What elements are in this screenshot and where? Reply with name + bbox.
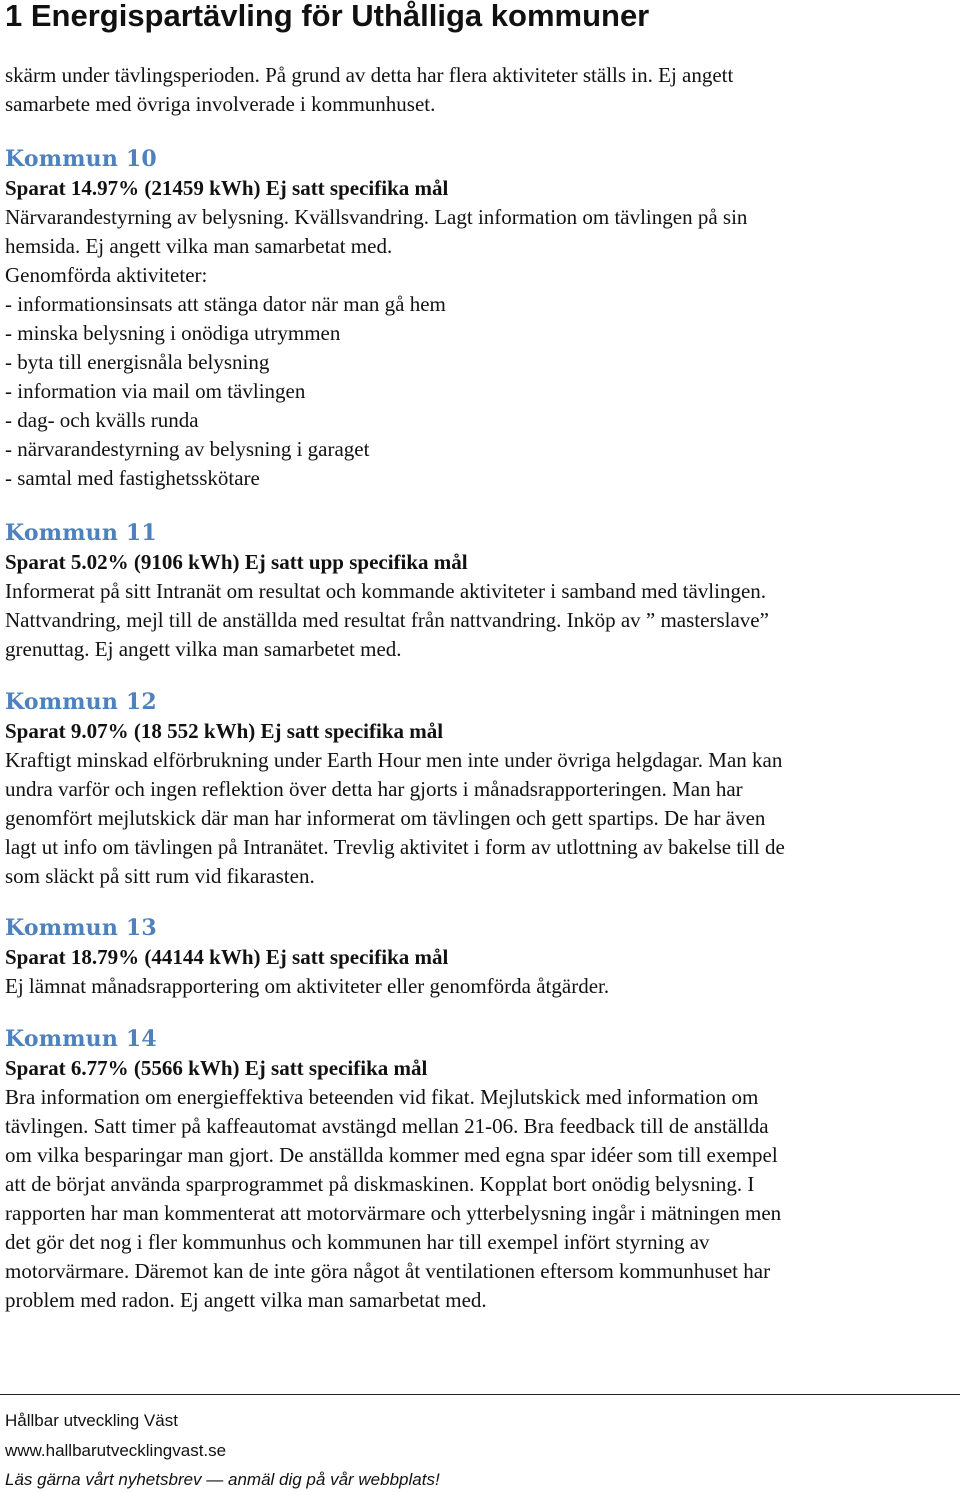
section-line: problem med radon. Ej angett vilka man samarbetat med. xyxy=(5,1288,487,1312)
section-summary: Sparat 14.97% (21459 kWh) Ej satt specifika mål xyxy=(5,176,449,200)
section-line: det gör det nog i fler kommunhus och kommunen har till exempel infört styrning av xyxy=(5,1230,710,1254)
activity-item: - byta till energisnåla belysning xyxy=(5,350,270,374)
activity-item: - minska belysning i onödiga utrymmen xyxy=(5,321,341,345)
activity-item: - samtal med fastighetsskötare xyxy=(5,466,260,490)
section-summary: Sparat 5.02% (9106 kWh) Ej satt upp specifika mål xyxy=(5,550,468,574)
footer-tagline: Läs gärna vårt nyhetsbrev — anmäl dig på vår webbplats! xyxy=(5,1470,440,1489)
activities-title: Genomförda aktiviteter: xyxy=(5,263,208,287)
section-title: Kommun 12 xyxy=(5,689,157,715)
footer-divider xyxy=(0,1394,960,1395)
footer-url[interactable]: www.hallbarutvecklingvast.se xyxy=(5,1441,227,1460)
section-line: Nattvandring, mejl till de anställda med resultat från nattvandring. Inköp av ” masterslave” xyxy=(5,608,769,632)
section-title: Kommun 10 xyxy=(5,146,157,172)
section-kommun-11 xyxy=(5,518,950,664)
section-line: genomfört mejlutskick där man har informerat om tävlingen och gett spartips. De har även xyxy=(5,806,766,830)
section-line: rapporten har man kommenterat att motorvärmare och ytterbelysning ingår i mätningen men xyxy=(5,1201,782,1225)
section-line: Informerat på sitt Intranät om resultat och kommande aktiviteter i samband med tävlingen. xyxy=(5,579,767,603)
section-line: Närvarandestyrning av belysning. Kvällsvandring. Lagt information om tävlingen på sin xyxy=(5,205,748,229)
section-line: Ej lämnat månadsrapportering om aktiviteter eller genomförda åtgärder. xyxy=(5,974,610,998)
intro-line: skärm under tävlingsperioden. På grund av detta har flera aktiviteter ställs in. Ej angett xyxy=(5,63,734,87)
section-summary: Sparat 6.77% (5566 kWh) Ej satt specifika mål xyxy=(5,1056,428,1080)
section-line: undra varför och ingen reflektion över detta har gjorts i månadsrapporteringen. Man har xyxy=(5,777,743,801)
intro-line: samarbete med övriga involverade i kommunhuset. xyxy=(5,92,436,116)
section-kommun-13 xyxy=(5,913,950,1001)
section-line: som släckt på sitt rum vid fikarasten. xyxy=(5,864,315,888)
section-line: lagt ut info om tävlingen på Intranätet. Trevlig aktivitet i form av utlottning av bakelse till de xyxy=(5,835,785,859)
section-title: Kommun 11 xyxy=(5,520,157,546)
section-line: om vilka besparingar man gjort. De anställda kommer med egna spar idéer som till exempel xyxy=(5,1143,778,1167)
section-line: tävlingen. Satt timer på kaffeautomat avstängd mellan 21-06. Bra feedback till de anställda xyxy=(5,1114,769,1138)
section-summary: Sparat 18.79% (44144 kWh) Ej satt specifika mål xyxy=(5,945,449,969)
section-title: Kommun 13 xyxy=(5,915,157,941)
section-line: Kraftigt minskad elförbrukning under Earth Hour men inte under övriga helgdagar. Man kan xyxy=(5,748,783,772)
section-kommun-14 xyxy=(5,1024,950,1315)
section-kommun-12 xyxy=(5,687,950,891)
activity-item: - informationsinsats att stänga dator när man gå hem xyxy=(5,292,446,316)
page-heading: 1 Energispartävling för Uthålliga kommuner xyxy=(5,0,650,33)
activity-item: - information via mail om tävlingen xyxy=(5,379,306,403)
footer-org: Hållbar utveckling Väst xyxy=(5,1411,178,1430)
activity-item: - närvarandestyrning av belysning i garaget xyxy=(5,437,370,461)
section-line: motorvärmare. Däremot kan de inte göra något åt ventilationen eftersom kommunhuset har xyxy=(5,1259,771,1283)
intro-paragraph xyxy=(5,61,950,119)
activity-item: - dag- och kvälls runda xyxy=(5,408,199,432)
section-line: att de börjat använda sparprogrammet på diskmaskinen. Kopplat bort onödig belysning. I xyxy=(5,1172,755,1196)
section-line: grenuttag. Ej angett vilka man samarbetet med. xyxy=(5,637,402,661)
section-line: hemsida. Ej angett vilka man samarbetat med. xyxy=(5,234,393,258)
section-summary: Sparat 9.07% (18 552 kWh) Ej satt specifika mål xyxy=(5,719,444,743)
section-kommun-10 xyxy=(5,144,950,493)
section-title: Kommun 14 xyxy=(5,1026,157,1052)
section-line: Bra information om energieffektiva beteenden vid fikat. Mejlutskick med information om xyxy=(5,1085,759,1109)
